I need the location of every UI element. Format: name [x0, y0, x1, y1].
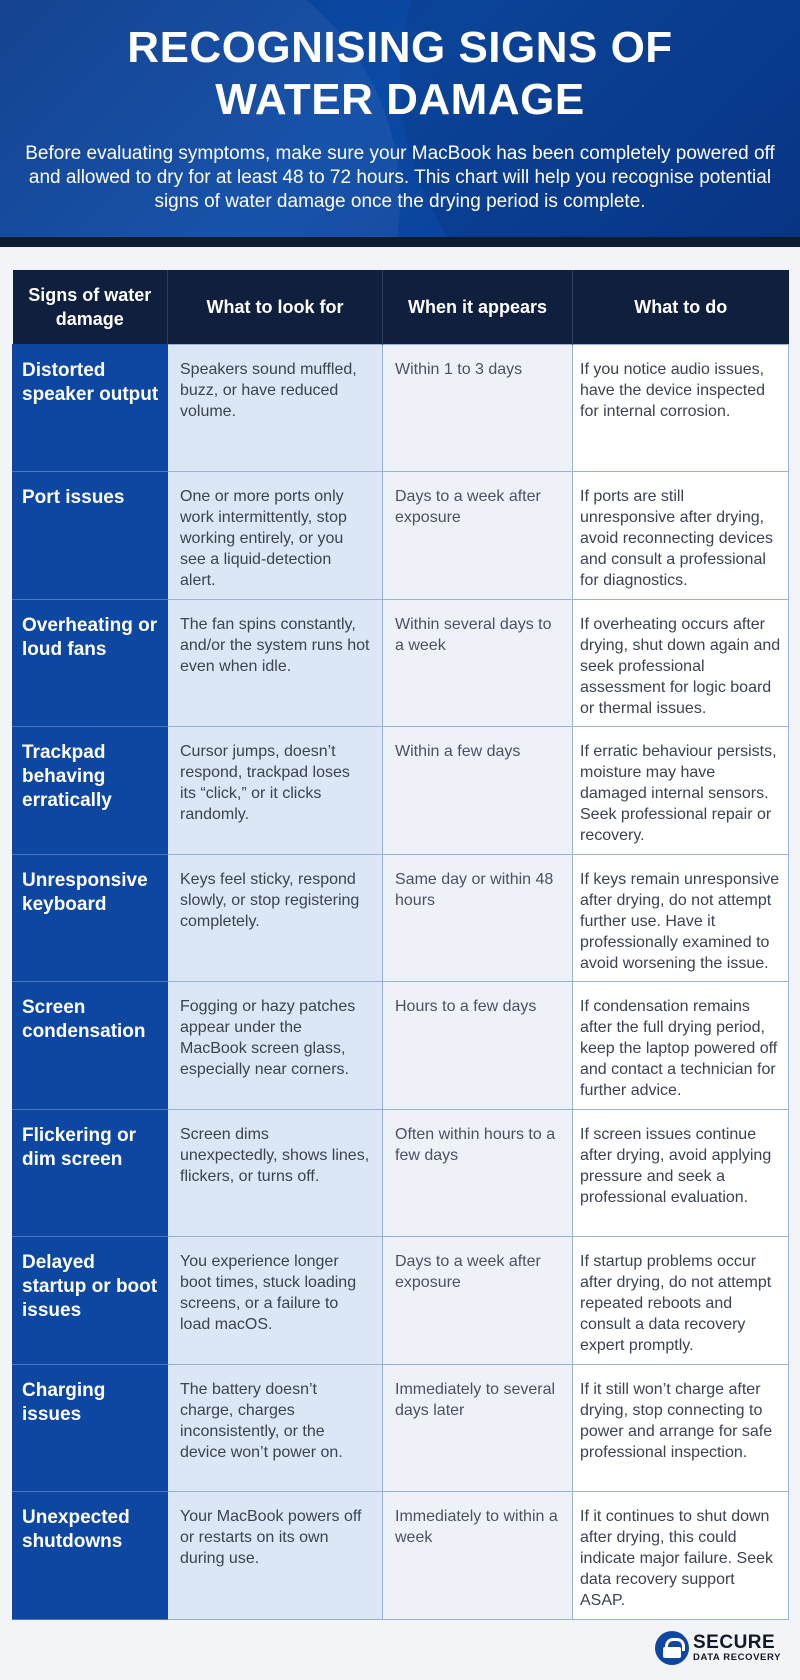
cell-look: You experience longer boot times, stuck loading screens, or a failure to load macOS.: [168, 1237, 383, 1365]
column-header-sign: Signs of water damage: [13, 270, 168, 344]
cell-look: One or more ports only work intermittently, stop working entirely, or you see a liquid-detection alert.: [168, 472, 383, 600]
cell-when: Hours to a few days: [383, 982, 573, 1110]
logo-line-1: SECURE: [693, 1632, 776, 1654]
cell-when: Immediately to several days later: [383, 1364, 573, 1492]
cell-todo: If startup problems occur after drying, do not attempt repeated reboots and consult a data recovery expert promptly.: [573, 1237, 789, 1365]
table-row: [13, 344, 789, 472]
cell-todo: If keys remain unresponsive after drying, do not attempt further use. Have it professionally examined to avoid worsening the issue.: [573, 854, 789, 982]
cell-sign: Flickering or dim screen: [13, 1109, 168, 1237]
logo-wordmark: [693, 1633, 781, 1663]
cell-when: Immediately to within a week: [383, 1492, 573, 1620]
cell-sign: Distorted speaker output: [13, 344, 168, 472]
cell-look: Keys feel sticky, respond slowly, or stop registering completely.: [168, 854, 383, 982]
cell-todo: If it continues to shut down after drying, this could indicate major failure. Seek data recovery support ASAP.: [573, 1492, 789, 1620]
lock-icon: [655, 1631, 689, 1665]
column-header-when: When it appears: [383, 270, 573, 344]
table-row: [13, 1492, 789, 1620]
logo-line-2: DATA RECOVERY: [693, 1652, 782, 1664]
cell-when: Days to a week after exposure: [383, 1237, 573, 1365]
cell-todo: If it still won’t charge after drying, stop connecting to power and arrange for safe professional inspection.: [573, 1364, 789, 1492]
column-header-todo: What to do: [573, 270, 789, 344]
signs-table-container: [12, 270, 788, 1620]
cell-look: The fan spins constantly, and/or the system runs hot even when idle.: [168, 599, 383, 727]
cell-when: Days to a week after exposure: [383, 472, 573, 600]
cell-look: Screen dims unexpectedly, shows lines, flickers, or turns off.: [168, 1109, 383, 1237]
cell-sign: Unresponsive keyboard: [13, 854, 168, 982]
cell-todo: If erratic behaviour persists, moisture may have damaged internal sensors. Seek professional repair or recovery.: [573, 727, 789, 855]
cell-look: Fogging or hazy patches appear under the MacBook screen glass, especially near corners.: [168, 982, 383, 1110]
title-line-2: WATER DAMAGE: [215, 75, 585, 124]
cell-when: Within several days to a week: [383, 599, 573, 727]
title-line-1: RECOGNISING SIGNS OF: [127, 23, 673, 72]
cell-sign: Charging issues: [13, 1364, 168, 1492]
cell-when: Same day or within 48 hours: [383, 854, 573, 982]
table-row: [13, 1237, 789, 1365]
cell-todo: If condensation remains after the full drying period, keep the laptop powered off and contact a technician for further advice.: [573, 982, 789, 1110]
signs-table: [12, 270, 789, 1620]
table-row: [13, 472, 789, 600]
table-row: [13, 1109, 789, 1237]
cell-when: Often within hours to a few days: [383, 1109, 573, 1237]
cell-when: Within 1 to 3 days: [383, 344, 573, 472]
cell-todo: If screen issues continue after drying, avoid applying pressure and seek a professional evaluation.: [573, 1109, 789, 1237]
table-row: [13, 599, 789, 727]
table-row: [13, 854, 789, 982]
cell-look: Cursor jumps, doesn’t respond, trackpad loses its “click,” or it clicks randomly.: [168, 727, 383, 855]
cell-look: Your MacBook powers off or restarts on its own during use.: [168, 1492, 383, 1620]
cell-look: Speakers sound muffled, buzz, or have reduced volume.: [168, 344, 383, 472]
cell-todo: If you notice audio issues, have the device inspected for internal corrosion.: [573, 344, 789, 472]
page-title: [0, 22, 800, 126]
hero-divider: [0, 237, 800, 247]
cell-sign: Port issues: [13, 472, 168, 600]
cell-when: Within a few days: [383, 727, 573, 855]
cell-look: The battery doesn’t charge, charges inconsistently, or the device won’t power on.: [168, 1364, 383, 1492]
table-row: [13, 727, 789, 855]
column-header-look: What to look for: [168, 270, 383, 344]
cell-sign: Screen condensation: [13, 982, 168, 1110]
table-header-row: [13, 270, 789, 344]
cell-sign: Unexpected shutdowns: [13, 1492, 168, 1620]
table-row: [13, 1364, 789, 1492]
cell-todo: If overheating occurs after drying, shut down again and seek professional assessment for logic board or thermal issues.: [573, 599, 789, 727]
cell-sign: Overheating or loud fans: [13, 599, 168, 727]
intro-text: Before evaluating symptoms, make sure your MacBook has been completely powered off and allowed to dry for at least 48 to 72 hours. This chart will help you recognise potential signs of water damage once the drying period is complete.: [25, 143, 775, 212]
cell-todo: If ports are still unresponsive after drying, avoid reconnecting devices and consult a professional for diagnostics.: [573, 472, 789, 600]
cell-sign: Delayed startup or boot issues: [13, 1237, 168, 1365]
table-row: [13, 982, 789, 1110]
cell-sign: Trackpad behaving erratically: [13, 727, 168, 855]
secure-data-recovery-logo: [655, 1628, 795, 1668]
